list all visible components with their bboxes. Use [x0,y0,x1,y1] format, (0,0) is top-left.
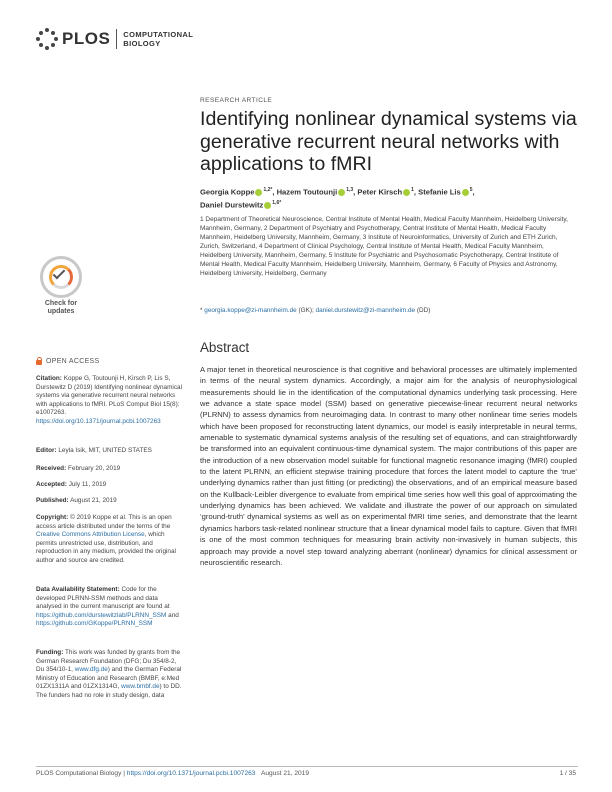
orcid-icon[interactable] [264,202,271,209]
email-link-koppe[interactable]: georgia.koppe@zi-mannheim.de [204,307,297,314]
citation-doi-link[interactable]: https://doi.org/10.1371/journal.pcbi.1007263 [36,417,161,425]
footer-doi-link[interactable]: https://doi.org/10.1371/journal.pcbi.1007263 [126,770,256,777]
article-title: Identifying nonlinear dynamical systems via generative recurrent neural networks with applications to fMRI [200,108,577,175]
orcid-icon[interactable] [255,189,262,196]
author-name[interactable]: Peter Kirsch [357,187,403,197]
page-number: 1 / 35 [559,770,576,777]
citation-block: Citation: Koppe G, Toutounji H, Kirsch P, Lis S, Durstewitz D (2019) Identifying nonlinear dynamical systems via generative recurrent neural networks with applications to fMRI. PLoS Comput Biol 15(8): e1007263. https://doi.org/10.1371/journal.pcbi.1007263 [36,375,182,425]
open-access-lock-icon [36,357,42,365]
plos-dots-icon [36,28,58,50]
data-availability-block: Data Availability Statement: Code for the developed PLRNN-SSM methods and data analysed in the current manuscript are found at https://github.com/durstewitzlab/PLRNN_SSM and https://github.com/GKoppe/PLRNN_SSM [36,586,179,628]
email-link-durstewitz[interactable]: daniel.durstewitz@zi-mannheim.de [315,307,416,314]
logo-text: PLOS [62,29,111,48]
plos-logo [36,28,193,50]
open-access-label: OPEN ACCESS [36,357,99,365]
bmbf-link[interactable]: www.bmbf.de [121,683,160,691]
footer: PLOS Computational Biology | https://doi.org/10.1371/journal.pcbi.1007263 August 21, 2019 [36,770,310,777]
corresponding-emails: * georgia.koppe@zi-mannheim.de (GK); daniel.durstewitz@zi-mannheim.de (DD) [200,307,431,314]
check-updates-icon [40,256,82,298]
author-name[interactable]: Stefanie Lis [418,187,461,197]
check-for-updates-button[interactable]: Check for updates [36,256,86,320]
github-link-1[interactable]: https://github.com/durstewitzlab/PLRNN_SSM [36,611,167,619]
orcid-icon[interactable] [403,189,410,196]
abstract-heading: Abstract [200,340,250,355]
journal-name: COMPUTATIONAL BIOLOGY [123,30,194,48]
dfg-link[interactable]: www.dfg.de [74,666,108,674]
author-name[interactable]: Georgia Koppe [200,187,255,197]
editor-block: Editor: Leyla Isik, MIT, UNITED STATES [36,447,152,454]
orcid-icon[interactable] [462,189,469,196]
author-list: Georgia Koppe $^{1,2*}$, Hazem Toutounji $^{1,3}$, Peter Kirsch $^1$, Stefanie Lis $^5$, Daniel Durstewitz $^{1,6*}$ [200,187,475,210]
author-name[interactable]: Daniel Durstewitz [200,200,264,210]
article-type: RESEARCH ARTICLE [200,97,273,104]
funding-block: Funding: This work was funded by grants from the German Research Foundation (DFG; Du 354/8-2, Du 354/10-1, www.dfg.de) and the German Federal Ministry of Education and Research (BMBF, e:Med 01ZX1311A and 01ZX1314G, www.bmbf.de) to DD. The funders had no role in study design, data [36,649,182,699]
copyright-block: Copyright: © 2019 Koppe et al. This is an open access article distributed under the terms of the Creative Commons Attribution License, which permits unrestricted use, distribution, and reproduction in any medium, provided the original author and source are credited. [36,514,176,564]
abstract-text: A major tenet in theoretical neuroscience is that cognitive and behavioral processes are ultimately implemented in terms of the neural system dynamics. Accordingly, a major aim for the analysis of neurophysiological measurements should lie in the identification of the computational dynamics underlying task processing. Here we advance a state space model (SSM) based on generative piecewise-linear recurrent neural networks (PLRNN) to assess dynamics from neuroimaging data. In contrast to many other nonlinear time series models which have been proposed for reconstructing latent dynamics, our model is easily interpretable in neural terms, amenable to systematic dynamical systems analysis of the resulting set of equations, and can straightforwardly be transformed into an equivalent continuous-time dynamical system. The major contributions of this paper are the introduction of a new observation model suitable for functional magnetic resonance imaging (fMRI) coupled to the latent PLRNN, an efficient stepwise training procedure that forces the latent model to capture the ‘true’ underlying dynamics rather than just fitting (or predicting) the observations, and of an empirical measure based on the Kullback-Leibler divergence to evaluate from empirical time series how well this goal of approximating the underlying dynamics has been achieved. We validate and illustrate the power of our approach on simulated ‘ground-truth’ dynamical systems as well as on experimental fMRI time series, and demonstrate that the learnt dynamics harbors task-related nonlinear structure that a linear dynamical model fails to capture. Given that fMRI is one of the most common techniques for measuring brain activity non-invasively in human subjects, this approach may provide a novel step toward analyzing aberrant (nonlinear) dynamics for clinical assessment or neuroscientific research. [200,365,577,567]
github-link-2[interactable]: https://github.com/GKoppe/PLRNN_SSM [36,620,153,628]
received-block: Received: February 20, 2019 [36,465,121,472]
author-name[interactable]: Hazem Toutounji [276,187,338,197]
affiliations: 1 Department of Theoretical Neuroscience, Central Institute of Mental Health, Medical Faculty Mannheim, Heidelberg University, Mannheim, Germany, 2 Department of Psychiatry and Psychotherapy, Central Institute of Mental Health, Medical Faculty Mannheim, Heidelberg University, Mannheim, Germany, 3 Institute of Neuroinformatics, University of Zurich and ETH Zurich, Zurich, Switzerland, 4 Department of Clinical Psychology, Central Institute of Mental Health, Medical Faculty Mannheim, Heidelberg University, Mannheim, Germany, 5 Institute for Psychiatric and Psychosomatic Psychotherapy, Central Institute of Mental Health, Medical Faculty Mannheim, Heidelberg University, Mannheim, Germany, 6 Faculty of Physics and Astronomy, Heidelberg University, Heidelberg, Germany [200,216,568,277]
license-link[interactable]: Creative Commons Attribution License [36,531,145,539]
accepted-block: Accepted: July 11, 2019 [36,481,107,488]
orcid-icon[interactable] [338,189,345,196]
footer-divider [36,766,578,767]
published-block: Published: August 21, 2019 [36,497,117,504]
